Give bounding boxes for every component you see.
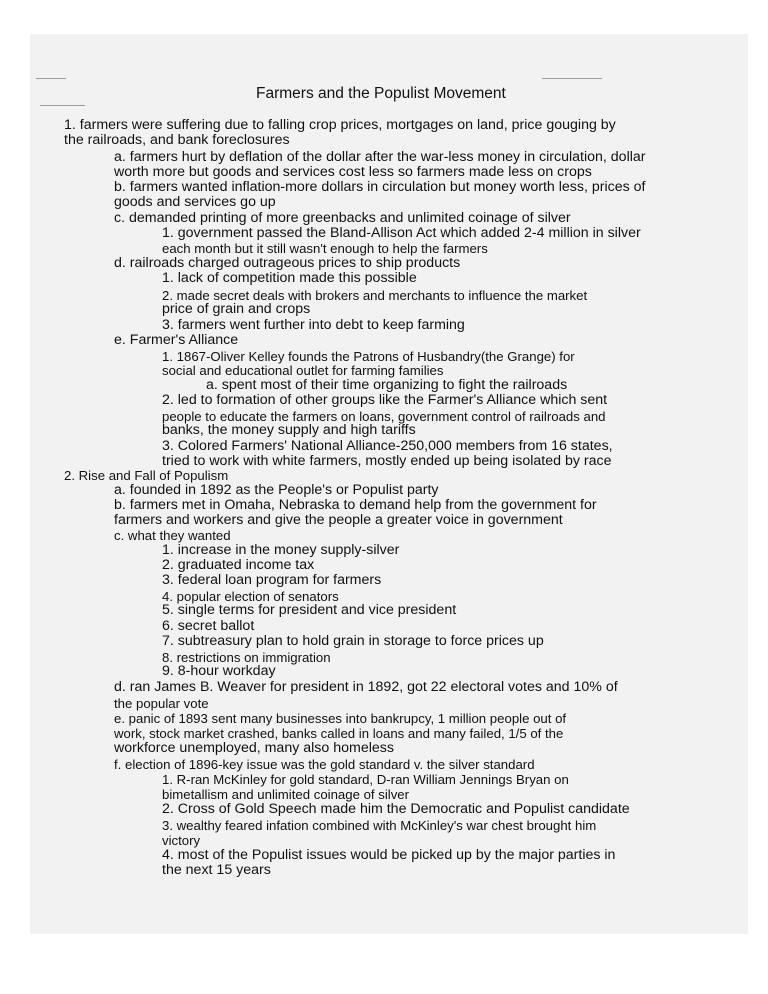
text-line: goods and services go up: [114, 194, 276, 210]
text-line: the railroads, and bank foreclosures: [64, 132, 290, 148]
text-line: banks, the money supply and high tariffs: [162, 422, 416, 438]
text-line: b. farmers wanted inflation-more dollars in circulation but money worth less, prices of: [114, 179, 646, 195]
text-line: d. ran James B. Weaver for president in 1892, got 22 electoral votes and 10% of: [114, 679, 618, 695]
text-line: e. Farmer's Alliance: [114, 332, 239, 348]
text-line: each month but it still wasn't enough to help the farmers: [162, 241, 488, 256]
text-line: b. farmers met in Omaha, Nebraska to demand help from the government for: [114, 497, 597, 513]
text-line: 2. made secret deals with brokers and merchants to influence the market: [162, 288, 588, 303]
text-line: the next 15 years: [162, 862, 271, 878]
text-line: victory: [162, 833, 201, 848]
text-line: 2. Cross of Gold Speech made him the Democratic and Populist candidate: [162, 801, 630, 817]
text-line: c. what they wanted: [114, 528, 231, 543]
text-line: 1. government passed the Bland-Allison Act which added 2-4 million in silver: [162, 225, 641, 241]
text-line: price of grain and crops: [162, 301, 311, 317]
scan-mark: [36, 78, 66, 79]
list-item: 9. 8-hour workday: [162, 663, 276, 679]
scan-mark: [40, 105, 85, 106]
text-line: worth more but goods and services cost less so farmers made less on crops: [114, 164, 592, 180]
text-line: 3. farmers went further into debt to keep farming: [162, 317, 465, 333]
text-line: the popular vote: [114, 696, 209, 711]
text-line: 1. R-ran McKinley for gold standard, D-ran William Jennings Bryan on: [162, 772, 569, 787]
section-heading: 2. Rise and Fall of Populism: [64, 468, 229, 483]
text-line: farmers and workers and give the people a greater voice in government: [114, 512, 563, 528]
list-item: 3. federal loan program for farmers: [162, 572, 382, 588]
list-item: 6. secret ballot: [162, 618, 255, 634]
text-line: 2. led to formation of other groups like the Farmer's Alliance which sent: [162, 392, 608, 408]
text-line: workforce unemployed, many also homeless: [114, 740, 394, 756]
list-item: 7. subtreasury plan to hold grain in storage to force prices up: [162, 633, 544, 649]
text-line: f. election of 1896-key issue was the gold standard v. the silver standard: [114, 757, 535, 772]
text-line: e. panic of 1893 sent many businesses into bankrupcy, 1 million people out of: [114, 711, 567, 726]
scan-mark: [542, 78, 602, 79]
text-line: 3. Colored Farmers' National Alliance-250,000 members from 16 states,: [162, 438, 613, 454]
text-line: work, stock market crashed, banks called in loans and many failed, 1/5 of the: [114, 726, 564, 741]
text-line: 3. wealthy feared infation combined with McKinley's war chest brought him: [162, 818, 597, 833]
text-line: 4. most of the Populist issues would be picked up by the major parties in: [162, 847, 616, 863]
list-item: 2. graduated income tax: [162, 557, 315, 573]
text-line: 1. lack of competition made this possible: [162, 270, 417, 286]
text-line: a. founded in 1892 as the People's or Populist party: [114, 482, 439, 498]
section-heading: 1. farmers were suffering due to falling crop prices, mortgages on land, price gouging by: [64, 117, 616, 133]
list-item: 8. restrictions on immigration: [162, 650, 331, 665]
text-line: bimetallism and unlimited coinage of silver: [162, 787, 410, 802]
list-item: 1. increase in the money supply-silver: [162, 542, 400, 558]
text-line: a. farmers hurt by deflation of the dollar after the war-less money in circulation, dollar: [114, 149, 646, 165]
text-line: d. railroads charged outrageous prices to ship products: [114, 255, 461, 271]
list-item: 4. popular election of senators: [162, 589, 339, 604]
text-line: tried to work with white farmers, mostly ended up being isolated by race: [162, 453, 612, 469]
text-line: a. spent most of their time organizing to fight the railroads: [206, 377, 568, 393]
page-title: Farmers and the Populist Movement: [256, 85, 506, 102]
text-line: c. demanded printing of more greenbacks and unlimited coinage of silver: [114, 210, 571, 226]
text-line: 1. 1867-Oliver Kelley founds the Patrons of Husbandry(the Grange) for: [162, 349, 575, 364]
list-item: 5. single terms for president and vice president: [162, 602, 457, 618]
text-line: people to educate the farmers on loans, government control of railroads and: [162, 409, 606, 424]
text-line: social and educational outlet for farming families: [162, 363, 444, 378]
